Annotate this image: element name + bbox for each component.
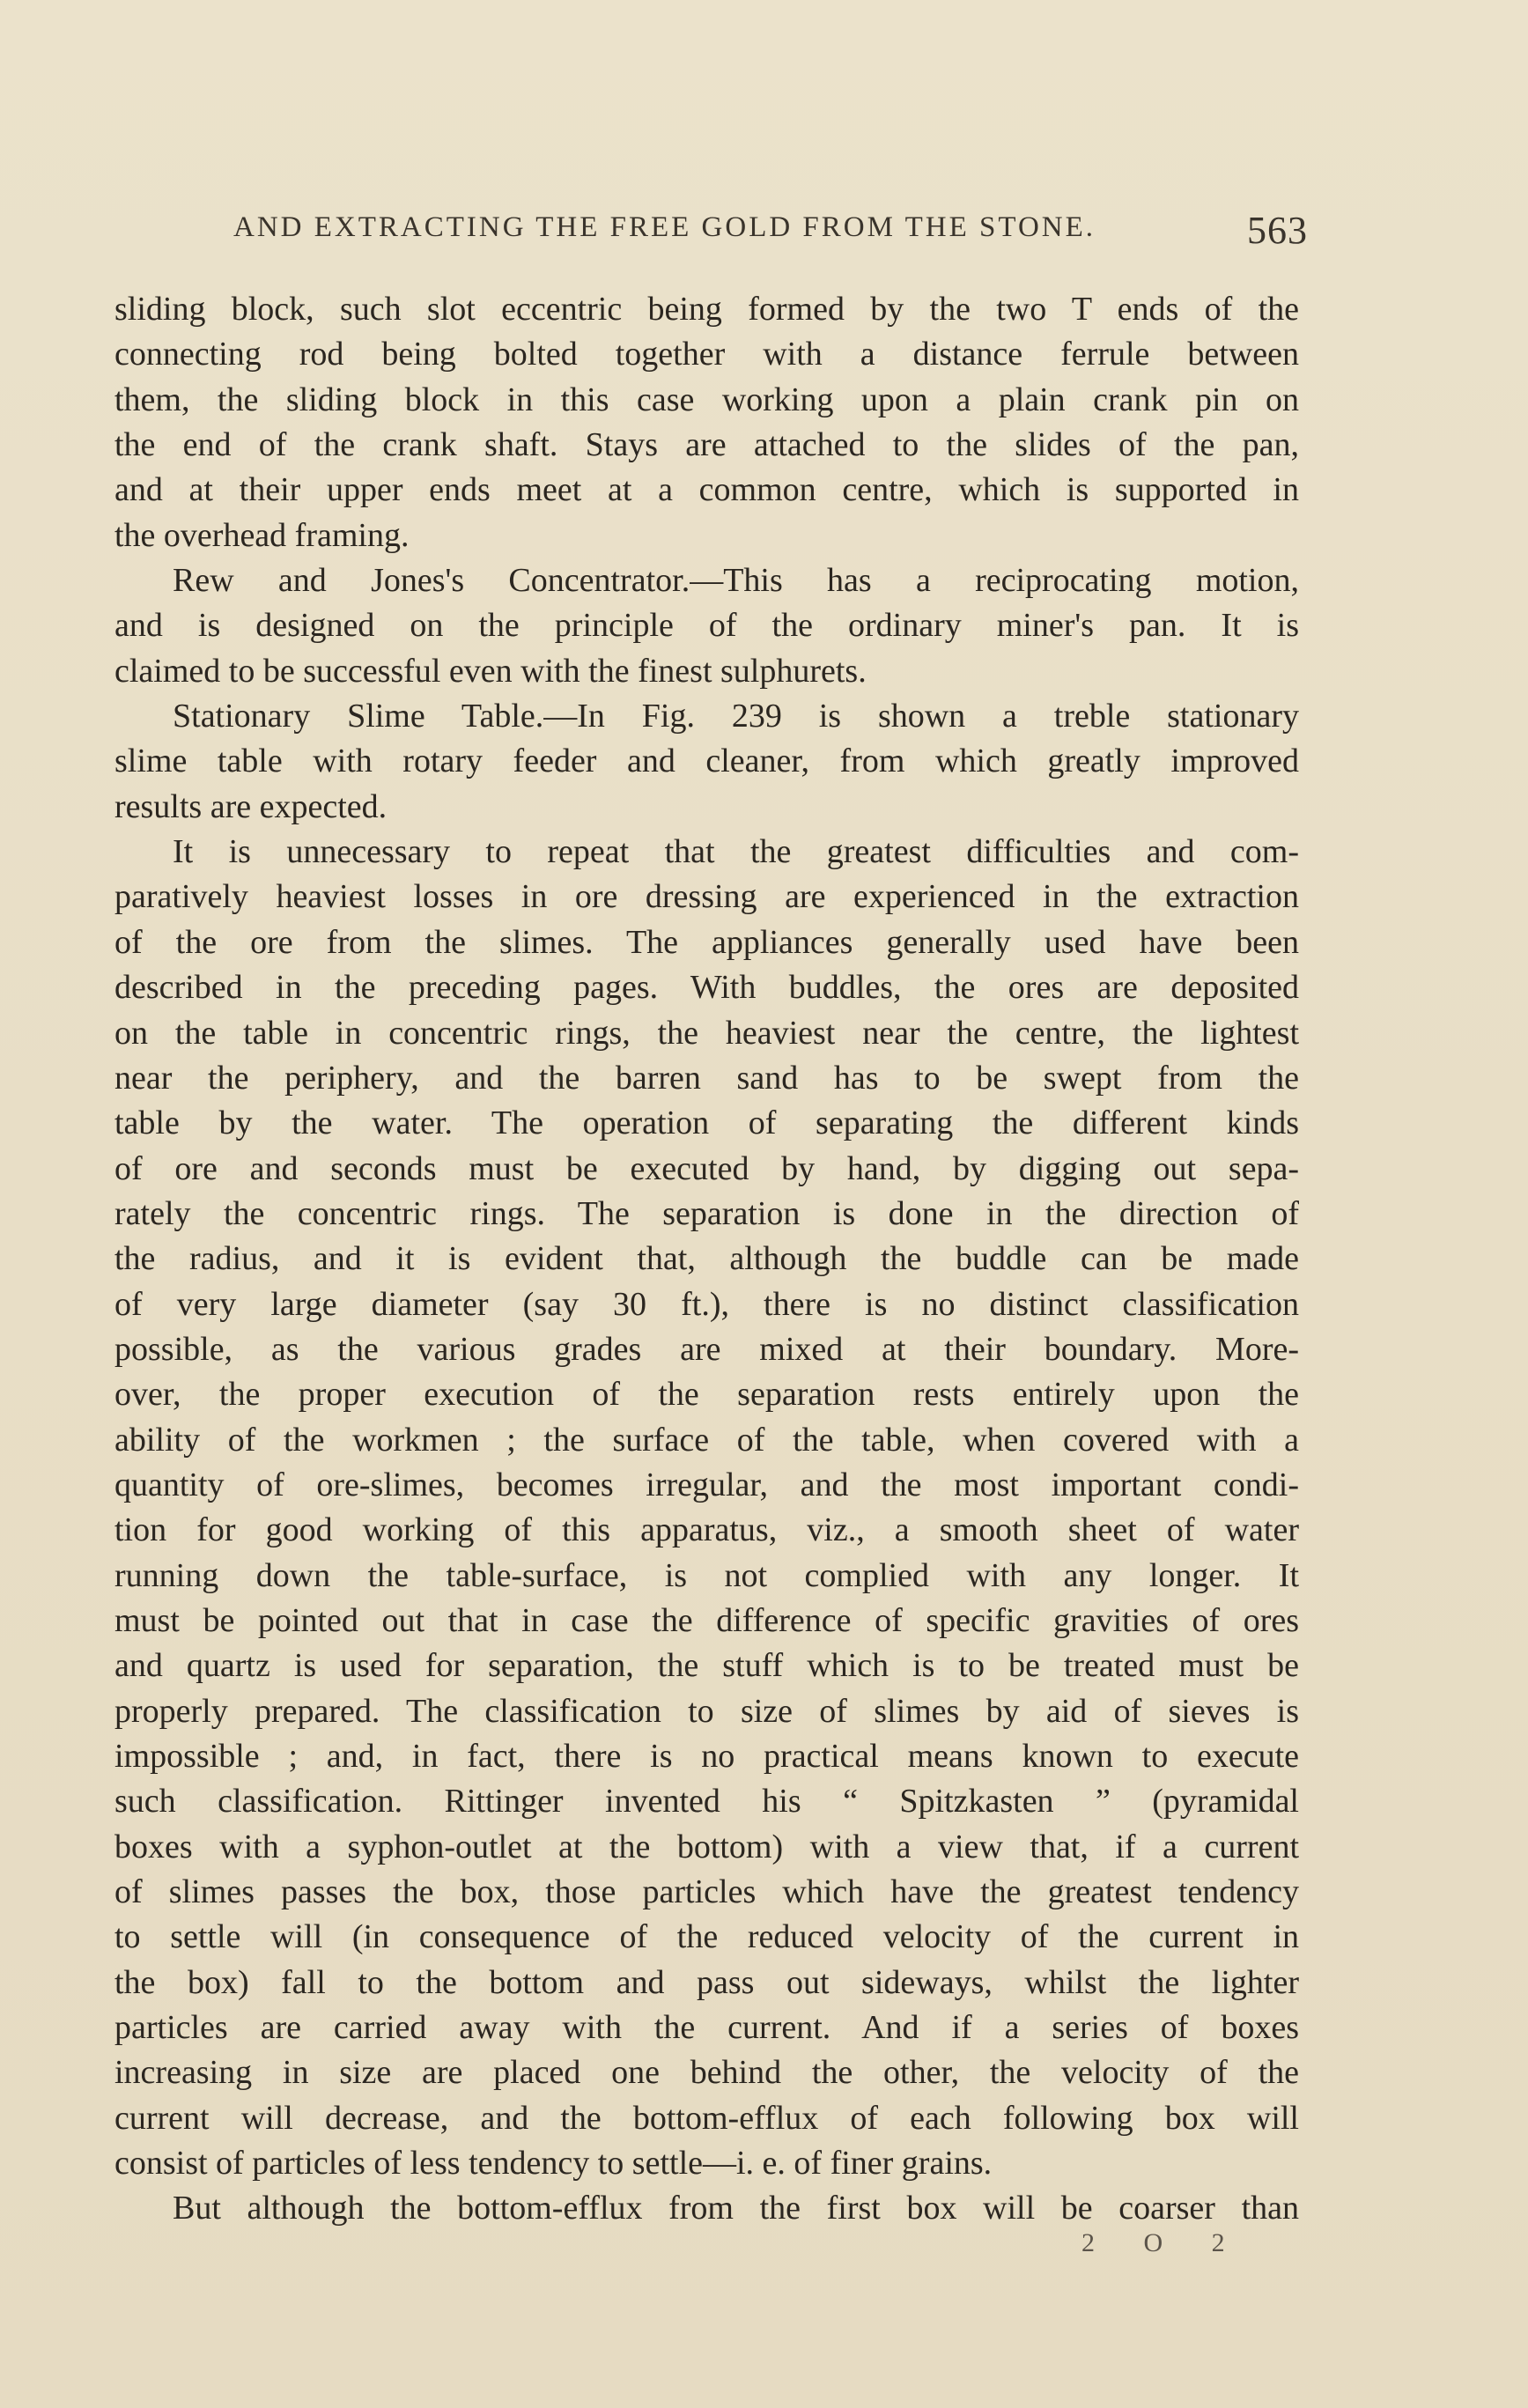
text-line: tion for good working of this apparatus, viz., a smooth sheet of water [114,1511,1299,1549]
text-line: table by the water. The operation of separating the different kinds [114,1104,1299,1142]
text-line: the radius, and it is evident that, although the buddle can be made [114,1240,1299,1278]
text-line: of ore and seconds must be executed by hand, by digging out sepa- [114,1149,1299,1187]
text-line: described in the preceding pages. With buddles, the ores are deposited [114,969,1299,1007]
text-line: of very large diameter (say 30 ft.), there is no distinct classification [114,1285,1299,1323]
text-line: rately the concentric rings. The separation is done in the direction of [114,1194,1299,1232]
text-line: and at their upper ends meet at a common centre, which is supported in [114,471,1299,509]
text-line: slime table with rotary feeder and cleaner, from which greatly improved [114,742,1299,780]
running-head [233,209,1308,252]
text-line: running down the table-surface, is not complied with any longer. It [114,1556,1299,1594]
text-line: properly prepared. The classification to size of slimes by aid of sieves is [114,1692,1299,1730]
text-line: sliding block, such slot eccentric being formed by the two T ends of the [114,291,1299,328]
text-line: claimed to be successful even with the finest sulphurets. [114,652,867,690]
text-line: the overhead framing. [114,516,410,554]
text-line: quantity of ore-slimes, becomes irregular, and the most important condi- [114,1466,1299,1503]
text-line: the box) fall to the bottom and pass out sideways, whilst the lighter [114,1963,1299,2001]
body-text [114,287,1299,2232]
text-line: them, the sliding block in this case working upon a plain crank pin on [114,380,1299,418]
text-line: of slimes passes the box, those particles which have the greatest tendency [114,1873,1299,1911]
text-line: results are expected. [114,787,388,825]
text-line: over, the proper execution of the separation rests entirely upon the [114,1376,1299,1414]
text-line: on the table in concentric rings, the heaviest near the centre, the lightest [114,1014,1299,1052]
text-line: Rew and Jones's Concentrator.—This has a reciprocating motion, [173,562,1299,600]
signature-mark: 2 O 2 [1081,2228,1246,2257]
text-line: boxes with a syphon-outlet at the bottom) with a view that, if a current [114,1828,1299,1865]
text-line: particles are carried away with the current. And if a series of boxes [114,2009,1299,2047]
text-line: But although the bottom-efflux from the first box will be coarser than [173,2190,1299,2227]
text-line: Stationary Slime Table.—In Fig. 239 is shown a treble stationary [173,698,1299,735]
text-line: current will decrease, and the bottom-efflux of each following box will [114,2099,1299,2137]
text-line: paratively heaviest losses in ore dressing are experienced in the extraction [114,878,1299,916]
text-line: near the periphery, and the barren sand has to be swept from the [114,1059,1299,1097]
text-line: increasing in size are placed one behind the other, the velocity of the [114,2054,1299,2092]
text-line: possible, as the various grades are mixed at their boundary. More- [114,1330,1299,1368]
text-line: consist of particles of less tendency to settle—i. e. of finer grains. [114,2145,993,2183]
text-line: ability of the workmen ; the surface of the table, when covered with a [114,1421,1299,1459]
text-line: must be pointed out that in case the difference of specific gravities of ores [114,1601,1299,1639]
text-line: of the ore from the slimes. The appliances generally used have been [114,923,1299,961]
text-line: connecting rod being bolted together with a distance ferrule between [114,336,1299,373]
running-head-title: AND EXTRACTING THE FREE GOLD FROM THE STONE. [233,211,1096,243]
text-line: and is designed on the principle of the ordinary miner's pan. It is [114,607,1299,645]
page-number: 563 [1247,209,1308,252]
text-line: impossible ; and, in fact, there is no practical means known to execute [114,1738,1299,1775]
text-line: It is unnecessary to repeat that the greatest difficulties and com- [173,833,1299,871]
text-line: such classification. Rittinger invented his “ Spitzkasten ” (pyramidal [114,1783,1299,1821]
text-line: the end of the crank shaft. Stays are attached to the slides of the pan, [114,426,1299,464]
text-line: to settle will (in consequence of the reduced velocity of the current in [114,1918,1299,1956]
text-line: and quartz is used for separation, the stuff which is to be treated must be [114,1647,1299,1685]
